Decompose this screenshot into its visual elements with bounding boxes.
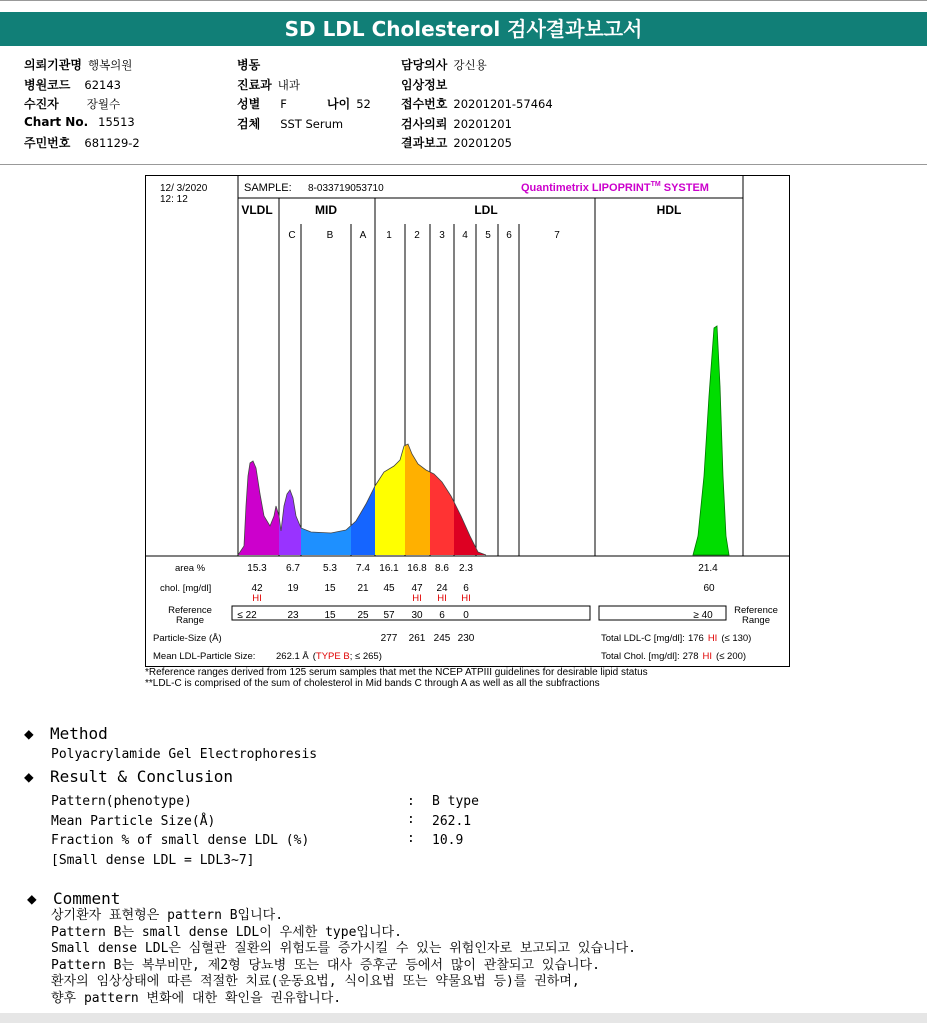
report-title: SD LDL Cholesterol 검사결과보고서	[0, 12, 927, 46]
subband-label: C	[288, 230, 296, 241]
band-ldl4	[454, 426, 494, 556]
hi-flag: HI	[252, 593, 262, 604]
method-text: Polyacrylamide Gel Electrophoresis	[51, 747, 318, 762]
subband-label: 7	[554, 230, 560, 241]
result-colon: :	[407, 831, 415, 846]
size-value: 245	[433, 633, 451, 644]
comment-line: 향후 pattern 변화에 대한 확인을 권유합니다.	[51, 990, 342, 1006]
chol-value: 21	[357, 583, 369, 594]
subband-label: 2	[414, 230, 420, 241]
area-value: 7.4	[356, 563, 370, 574]
info-row: 성별 F	[237, 97, 287, 111]
chol-value-hdl: 60	[703, 583, 715, 594]
report-date: 12/ 3/2020	[160, 183, 208, 194]
info-row: 병동	[237, 58, 261, 72]
ref-value: 57	[383, 610, 395, 621]
comment-line: Pattern B는 small dense LDL이 우세한 type입니다.	[51, 924, 402, 940]
subband-label: A	[359, 230, 367, 241]
size-value: 230	[457, 633, 475, 644]
subband-label: 4	[462, 230, 468, 241]
result-footnote: [Small dense LDL = LDL3~7]	[51, 853, 255, 868]
total-chol: Total Chol. [mg/dl]: 278 HI (≤ 200)	[601, 651, 747, 662]
diamond-icon: ◆	[24, 724, 34, 743]
right-label-ref: Reference	[734, 605, 778, 616]
area-value: 2.3	[459, 563, 473, 574]
group-vldl: VLDL	[241, 203, 273, 217]
comment-line: Pattern B는 복부비만, 제2형 당뇨병 또는 대사 증후군 등에서 많이 관찰되고 있습니다.	[51, 957, 600, 973]
row-label-range: Range	[176, 615, 204, 626]
chol-value: 45	[383, 583, 395, 594]
bottom-bar	[0, 1013, 927, 1023]
hi-flag: HI	[461, 593, 471, 604]
mean-size-line: 262.1 Å (TYPE B; ≤ 265)	[276, 651, 382, 662]
chol-value: 47	[411, 583, 423, 594]
diamond-icon: ◆	[24, 767, 34, 786]
band-hdl	[693, 326, 729, 555]
ref-value: 0	[463, 610, 469, 621]
comment-body	[51, 908, 636, 1007]
info-row: 병원코드 62143	[24, 78, 121, 92]
ref-value: 25	[357, 610, 369, 621]
info-row: 진료과 내과	[237, 78, 300, 92]
info-row: 의뢰기관명 행복의원	[24, 58, 133, 72]
hi-flag: HI	[412, 593, 422, 604]
sample-id: 8-033719053710	[308, 183, 384, 194]
group-mid: MID	[315, 203, 337, 217]
ref-value: 15	[324, 610, 336, 621]
info-row: Chart No. 15513	[24, 115, 135, 129]
chol-value: 15	[324, 583, 336, 594]
group-ldl: LDL	[474, 203, 498, 217]
area-value: 5.3	[323, 563, 337, 574]
subband-label: 5	[485, 230, 491, 241]
comment-line: Small dense LDL은 심혈관 질환의 위험도를 증가시킬 수 있는 위험인자로 보고되고 있습니다.	[51, 941, 636, 956]
info-row: 결과보고 20201205	[401, 136, 512, 150]
area-value: 16.1	[379, 563, 399, 574]
top-border	[0, 0, 927, 1]
area-value-hdl: 21.4	[698, 563, 718, 574]
band-ldl1	[375, 426, 405, 556]
result-colon: :	[407, 794, 415, 809]
ref-value: ≤ 22	[237, 610, 257, 621]
row-label-mean: Mean LDL-Particle Size:	[153, 651, 256, 662]
sample-label: SAMPLE:	[244, 182, 292, 194]
hi-flag: HI	[437, 593, 447, 604]
band-a	[351, 426, 375, 556]
result-label: Mean Particle Size(Å)	[51, 814, 216, 829]
subband-label: 1	[386, 230, 392, 241]
ref-value: 30	[411, 610, 423, 621]
result-label: Pattern(phenotype)	[51, 794, 192, 809]
result-value: B type	[432, 794, 479, 809]
footnote-2: **LDL-C is comprised of the sum of cholesterol in Mid bands C through A as well as all the subfractions	[145, 678, 600, 689]
ref-value-hdl: ≥ 40	[693, 610, 713, 621]
info-row: 임상정보	[401, 78, 448, 92]
total-ldl: Total LDL-C [mg/dl]: 176 HI (≤ 130)	[601, 633, 752, 644]
chol-value: 6	[463, 583, 469, 594]
age-row: 나이 52	[327, 97, 371, 111]
ref-value: 6	[439, 610, 445, 621]
size-value: 277	[380, 633, 398, 644]
subband-label: 3	[439, 230, 445, 241]
group-hdl: HDL	[656, 203, 682, 217]
size-value: 261	[408, 633, 426, 644]
lipoprint-svg	[146, 176, 789, 666]
row-label-chol: chol. [mg/dl]	[160, 583, 212, 594]
info-row: 수진자 장월수	[24, 97, 121, 111]
row-label-area: area %	[175, 563, 206, 574]
footnote-1: *Reference ranges derived from 125 serum samples that met the NCEP ATPIII guidelines for desirable lipid status	[145, 667, 648, 678]
divider	[0, 164, 927, 165]
area-value: 15.3	[247, 563, 267, 574]
comment-heading: ◆ Comment	[27, 889, 121, 908]
comment-line: 상기환자 표현형은 pattern B입니다.	[51, 908, 284, 923]
result-heading: ◆ Result & Conclusion	[24, 767, 234, 786]
area-value: 6.7	[286, 563, 300, 574]
subband-label: B	[326, 230, 334, 241]
chol-value: 19	[287, 583, 299, 594]
info-row: 접수번호 20201201-57464	[401, 97, 553, 111]
info-row: 검체 SST Serum	[237, 117, 344, 131]
right-label-range: Range	[742, 615, 770, 626]
ref-value: 23	[287, 610, 299, 621]
subband-label: 6	[506, 230, 512, 241]
info-row: 주민번호 681129-2	[24, 136, 140, 150]
area-value: 16.8	[407, 563, 427, 574]
chol-value: 42	[251, 583, 263, 594]
row-label-ref: Reference	[168, 605, 212, 616]
info-row: 검사의뢰 20201201	[401, 117, 512, 131]
comment-line: 환자의 임상상태에 따른 적절한 치료(운동요법, 식이요법 또는 약물요법 등)를 권하며,	[51, 974, 580, 989]
band-ldl3	[430, 426, 454, 556]
row-label-size: Particle-Size (Å)	[153, 633, 222, 644]
band-b	[301, 426, 351, 556]
chol-value: 24	[436, 583, 448, 594]
method-heading: ◆ Method	[24, 724, 108, 743]
area-value: 8.6	[435, 563, 449, 574]
result-value: 262.1	[432, 814, 472, 829]
diamond-icon: ◆	[27, 889, 37, 908]
result-value: 10.9	[432, 833, 464, 848]
report-time: 12: 12	[160, 194, 188, 205]
info-row: 담당의사 강신용	[401, 58, 487, 72]
curve-fill	[238, 426, 494, 556]
lipoprint-report	[145, 175, 790, 667]
result-colon: :	[407, 812, 415, 827]
result-label: Fraction % of small dense LDL (%)	[51, 833, 310, 848]
system-name: Quantimetrix LIPOPRINT™ SYSTEM	[521, 181, 709, 194]
